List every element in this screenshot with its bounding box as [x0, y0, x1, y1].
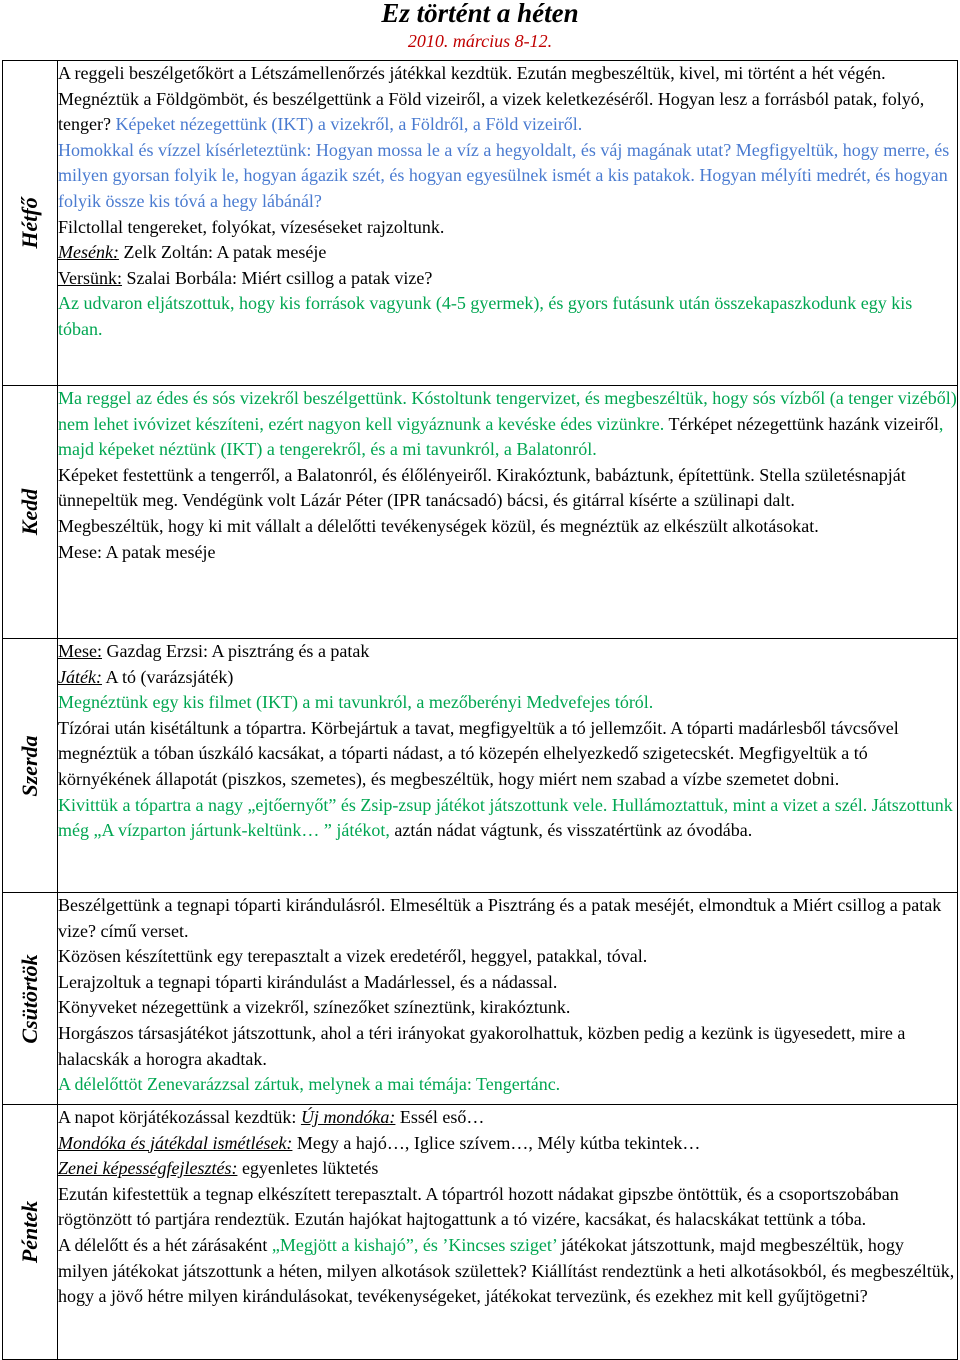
activity-paragraph: [58, 1156, 957, 1182]
text-run: A reggeli beszélgetőkört a Létszámellenőrzés játékkal kezdtük. Ezután megbeszéltük, kivel, mi történt a hét végén. Megnéztük a Földgömböt, és beszélgettünk a Föld vizeiről, a vizek keletkezéséről. Hogyan lesz a forrásból patak, folyó, tenger?: [58, 63, 925, 135]
text-run: Filctollal tengereket, folyókat, vízeséseket rajzoltunk.: [58, 216, 445, 237]
activity-paragraph: [58, 893, 957, 944]
activity-paragraph: [58, 138, 957, 215]
activity-paragraph: [58, 1105, 957, 1131]
activity-paragraph: [58, 1131, 957, 1157]
day-label-cell: [3, 893, 58, 1105]
text-run: Mese:: [58, 641, 102, 661]
text-run: Játék:: [58, 666, 102, 687]
text-run: Közösen készítettünk egy terepasztalt a vizek eredetéről, heggyel, patakkal, tóval.: [58, 946, 648, 967]
activity-paragraph: [58, 639, 957, 665]
text-run: Új mondóka:: [300, 1107, 396, 1127]
text-run: Könyveket nézegettünk a vizekről, színezőket színeztünk, kirakóztunk.: [58, 997, 571, 1018]
day-label: Szerda: [17, 734, 42, 797]
activity-paragraph: [58, 240, 957, 266]
activity-paragraph: [58, 514, 957, 540]
text-run: Kivittük a tópartra a nagy „ejtőernyőt” és Zsip-zsup játékot játszottunk vele. Hullámoztattuk, mint a vizet a szél. Játszottunk még „A vízparton jártunk-keltünk… ” játékot,: [58, 794, 953, 841]
text-run: A tó (varázsjáték): [101, 666, 234, 687]
day-row: [3, 639, 958, 893]
text-run: Térképet nézegettünk hazánk vizeiről: [664, 413, 939, 434]
text-run: Lerajzoltuk a tegnapi tóparti kirándulást a Madárlessel, és a nádassal.: [58, 971, 558, 992]
day-activities: [58, 639, 958, 893]
activity-paragraph: [58, 1233, 957, 1310]
day-row: [3, 893, 958, 1105]
day-label: Kedd: [17, 488, 42, 536]
day-label-cell: [3, 386, 58, 639]
text-run: Képeket festettünk a tengerről, a Balatonról, és élőlényeiről. Kirakóztunk, babáztunk, építettünk. Stella születésnapját ünnepeltük meg. Vendégünk volt Lázár Péter (IPR tanácsadó) bácsi, és gitárral kísérte a szülinapi dalt.: [58, 464, 906, 511]
activity-paragraph: [58, 793, 957, 844]
activity-paragraph: [58, 1072, 957, 1098]
text-run: Tízórai után kisétáltunk a tópartra. Körbejártuk a tavat, megfigyeltük a tó jellemzőit. A tóparti madárlesből távcsővel megnéztük a tóban úszkáló kacsákat, a tóparti nádast, a tó közepén elhelyezkedő szigetecskét. Megfigyeltük a tó környékének állapotát (piszkos, szemetes), és megbeszéltük, hogy miért nem szabad a vízbe szemetet dobni.: [58, 717, 899, 789]
day-label: Hétfő: [17, 197, 42, 249]
activity-paragraph: [58, 665, 957, 691]
text-run: A napot körjátékozással kezdtük:: [58, 1107, 301, 1127]
text-run: Megnéztünk egy kis filmet (IKT) a mi tavunkról, a mezőberényi Medvefejes tóról.: [58, 692, 654, 713]
text-run: Mondóka és játékdal ismétlések:: [58, 1132, 293, 1153]
text-run: játékokat játszottunk, majd megbeszéltük, hogy milyen játékokat játszottunk a héten, milyen alkotások születtek? Kiállítást rendeztünk a heti alkotásokból, és megbeszéltük, hogy a jövő hétre milyen kirándulásokat, tevékenységeket, játékokat tervezünk, és ezekhez mit kell gyűjtögetni?: [58, 1234, 955, 1307]
text-run: Essél eső…: [395, 1107, 485, 1127]
day-activities: [58, 1105, 958, 1360]
text-run: egyenletes lüktetés: [237, 1158, 379, 1179]
activity-paragraph: [58, 970, 957, 996]
text-run: Képeket nézegettünk (IKT) a vizekről, a Földről, a Föld vizeiről.: [115, 114, 583, 135]
activity-paragraph: [58, 291, 957, 342]
activity-paragraph: [58, 944, 957, 970]
day-activities: [58, 893, 958, 1105]
day-row: [3, 61, 958, 386]
activity-paragraph: [58, 1182, 957, 1233]
text-run: Ezután kifestettük a tegnap elkészített terepasztalt. A tópartról hozott nádakat gipszbe öntöttük, és a csoportszobában rögtönzött tó partjára rendeztük. Ezután hajókat hajtogattunk a tó vizére, kacsákat, és halacskákat tettünk a tóba.: [58, 1183, 899, 1230]
day-label-cell: [3, 1105, 58, 1360]
text-run: Zelk Zoltán: A patak meséje: [118, 242, 327, 263]
weekly-log-table: [2, 60, 958, 1360]
day-label-cell: [3, 639, 58, 893]
page-title: Ez történt a héten: [381, 0, 579, 28]
activity-paragraph: [58, 463, 957, 514]
text-run: Homokkal és vízzel kísérleteztünk: Hogyan mossa le a víz a hegyoldalt, és váj magának utat? Megfigyeltük, hogy merre, és milyen gyorsan folyik le, hogyan ágazik szét, és hogyan egyesülnek ismét a kis patakok. Hogyan mélyíti medrét, és hogyan folyik össze kis tóvá a hegy lábánál?: [58, 139, 950, 211]
activity-paragraph: [58, 215, 957, 241]
day-label-cell: [3, 61, 58, 386]
day-row: [3, 1105, 958, 1360]
text-run: Versünk:: [58, 267, 122, 288]
day-label: Péntek: [17, 1200, 42, 1264]
text-run: Megbeszéltük, hogy ki mit vállalt a délelőtti tevékenységek közül, és megnéztük az elkészült alkotásokat.: [58, 515, 819, 536]
text-run: „Megjött a kishajó”, és ’Kincses sziget’: [271, 1234, 557, 1255]
text-run: Ma reggel az édes és sós vizekről beszélgettünk. Kóstoltunk tengervizet, és megbeszéltük, hogy sós vízből (a tenger vizéből) nem lehet ivóvizet készíteni, ezért nagyon kell vigyáznunk a kevéske édes vizünkre.: [58, 388, 957, 434]
text-run: Mese: A patak meséje: [58, 541, 216, 562]
activity-paragraph: [58, 690, 957, 716]
day-label: Csütörtök: [17, 953, 42, 1044]
text-run: Mesénk:: [58, 242, 119, 263]
activity-paragraph: [58, 61, 957, 138]
day-activities: [58, 61, 958, 386]
text-run: Szalai Borbála: Miért csillog a patak vize?: [122, 267, 433, 288]
activity-paragraph: [58, 540, 957, 566]
text-run: Gazdag Erzsi: A pisztráng és a patak: [102, 641, 370, 661]
activity-paragraph: [58, 995, 957, 1021]
text-run: A délelőtt és a hét zárásaként: [58, 1234, 272, 1255]
text-run: A délelőttöt Zenevarázzsal zártuk, melynek a mai témája: Tengertánc.: [58, 1074, 561, 1095]
text-run: , majd képeket néztünk (IKT) a tengerekről, és a mi tavunkról, a Balatonról.: [58, 413, 944, 460]
activity-paragraph: [58, 716, 957, 793]
text-run: Horgászos társasjátékot játszottunk, ahol a téri irányokat gyakorolhattuk, közben pedig a kezünk is ügyesedett, mire a halacskák a horogra akadtak.: [58, 1022, 906, 1069]
day-row: [3, 386, 958, 639]
activity-paragraph: [58, 1021, 957, 1072]
text-run: Beszélgettünk a tegnapi tóparti kirándulásról. Elmeséltük a Pisztráng és a patak meséjét, elmondtuk a Miért csillog a patak vize? című verset.: [58, 895, 942, 941]
activity-paragraph: [58, 266, 957, 292]
day-activities: [58, 386, 958, 639]
text-run: Megy a hajó…, Iglice szívem…, Mély kútba tekintek…: [292, 1132, 701, 1153]
activity-paragraph: [58, 386, 957, 463]
text-run: Zenei képességfejlesztés:: [58, 1158, 238, 1179]
text-run: Az udvaron eljátszottuk, hogy kis források vagyunk (4-5 gyermek), és gyors futásunk után összekapaszkodunk egy kis tóban.: [58, 293, 913, 339]
text-run: aztán nádat vágtunk, és visszatértünk az óvodába.: [389, 820, 753, 841]
date-subtitle: 2010. március 8-12.: [407, 31, 553, 51]
